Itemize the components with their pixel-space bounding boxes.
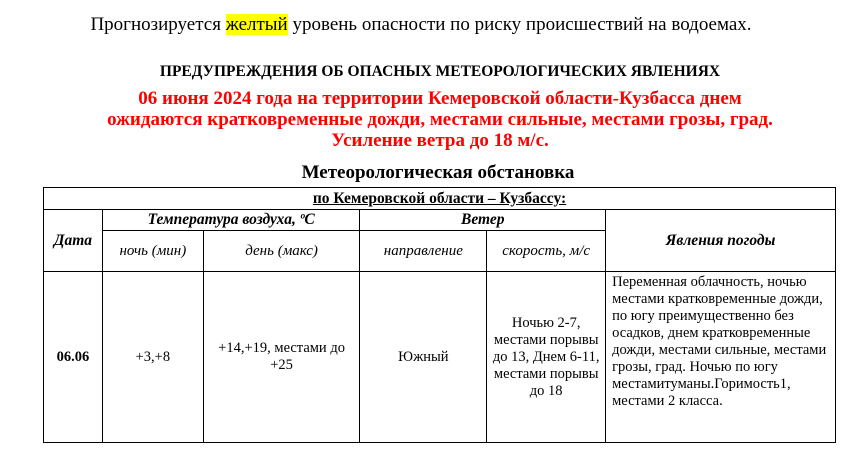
direction-header: направление (360, 231, 487, 272)
table-row (44, 272, 836, 443)
speed-header: скорость, м/с (487, 231, 606, 272)
phenomena-cell: Переменная облачность, ночью местами кратковременные дожди, по югу преимущественно без осадков, днем кратковременные дожди, местами сильные, местами грозы, град. Ночью по югу местамитуманы.Горимость1, местами 2 класса. (606, 272, 836, 443)
day-temp-cell: +14,+19, местами до +25 (203, 272, 360, 443)
night-header: ночь (мин) (102, 231, 203, 272)
warnings-heading: ПРЕДУПРЕЖДЕНИЯ ОБ ОПАСНЫХ МЕТЕОРОЛОГИЧЕСКИХ ЯВЛЕНИЯХ (159, 63, 721, 80)
wind-header: Ветер (360, 210, 606, 231)
meteo-table (43, 187, 836, 443)
day-header: день (макс) (203, 231, 360, 272)
table-header-row (44, 210, 836, 231)
wind-direction-cell: Южный (360, 272, 487, 443)
date-header: Дата (44, 210, 103, 272)
region-header: по Кемеровской области – Кузбассу: (44, 188, 836, 210)
warnings-line-1: 06 июня 2024 года на территории Кемеровской области-Кузбасса днем (138, 88, 742, 109)
meteo-title: Метеорологическая обстановка (301, 162, 575, 183)
table-region-row (44, 188, 836, 210)
temperature-header: Температура воздуха, ºС (102, 210, 359, 231)
hazard-level-prefix: Прогнозируется (90, 14, 226, 35)
hazard-level-highlight: желтый (225, 14, 288, 35)
warnings-line-3: Усиление ветра до 18 м/с. (331, 130, 549, 151)
hazard-level-suffix: уровень опасности по риску происшествий на водоемах. (287, 14, 752, 35)
hazard-level-line (0, 14, 842, 36)
date-cell: 06.06 (44, 272, 103, 443)
wind-speed-cell: Ночью 2-7, местами порывы до 13, Днем 6-11, местами порывы до 18 (487, 272, 606, 443)
night-temp-cell: +3,+8 (102, 272, 203, 443)
warnings-line-2: ожидаются кратковременные дожди, местами сильные, местами грозы, град. (107, 109, 773, 130)
warnings-text (0, 88, 842, 151)
phenomena-header: Явления погоды (606, 210, 836, 272)
